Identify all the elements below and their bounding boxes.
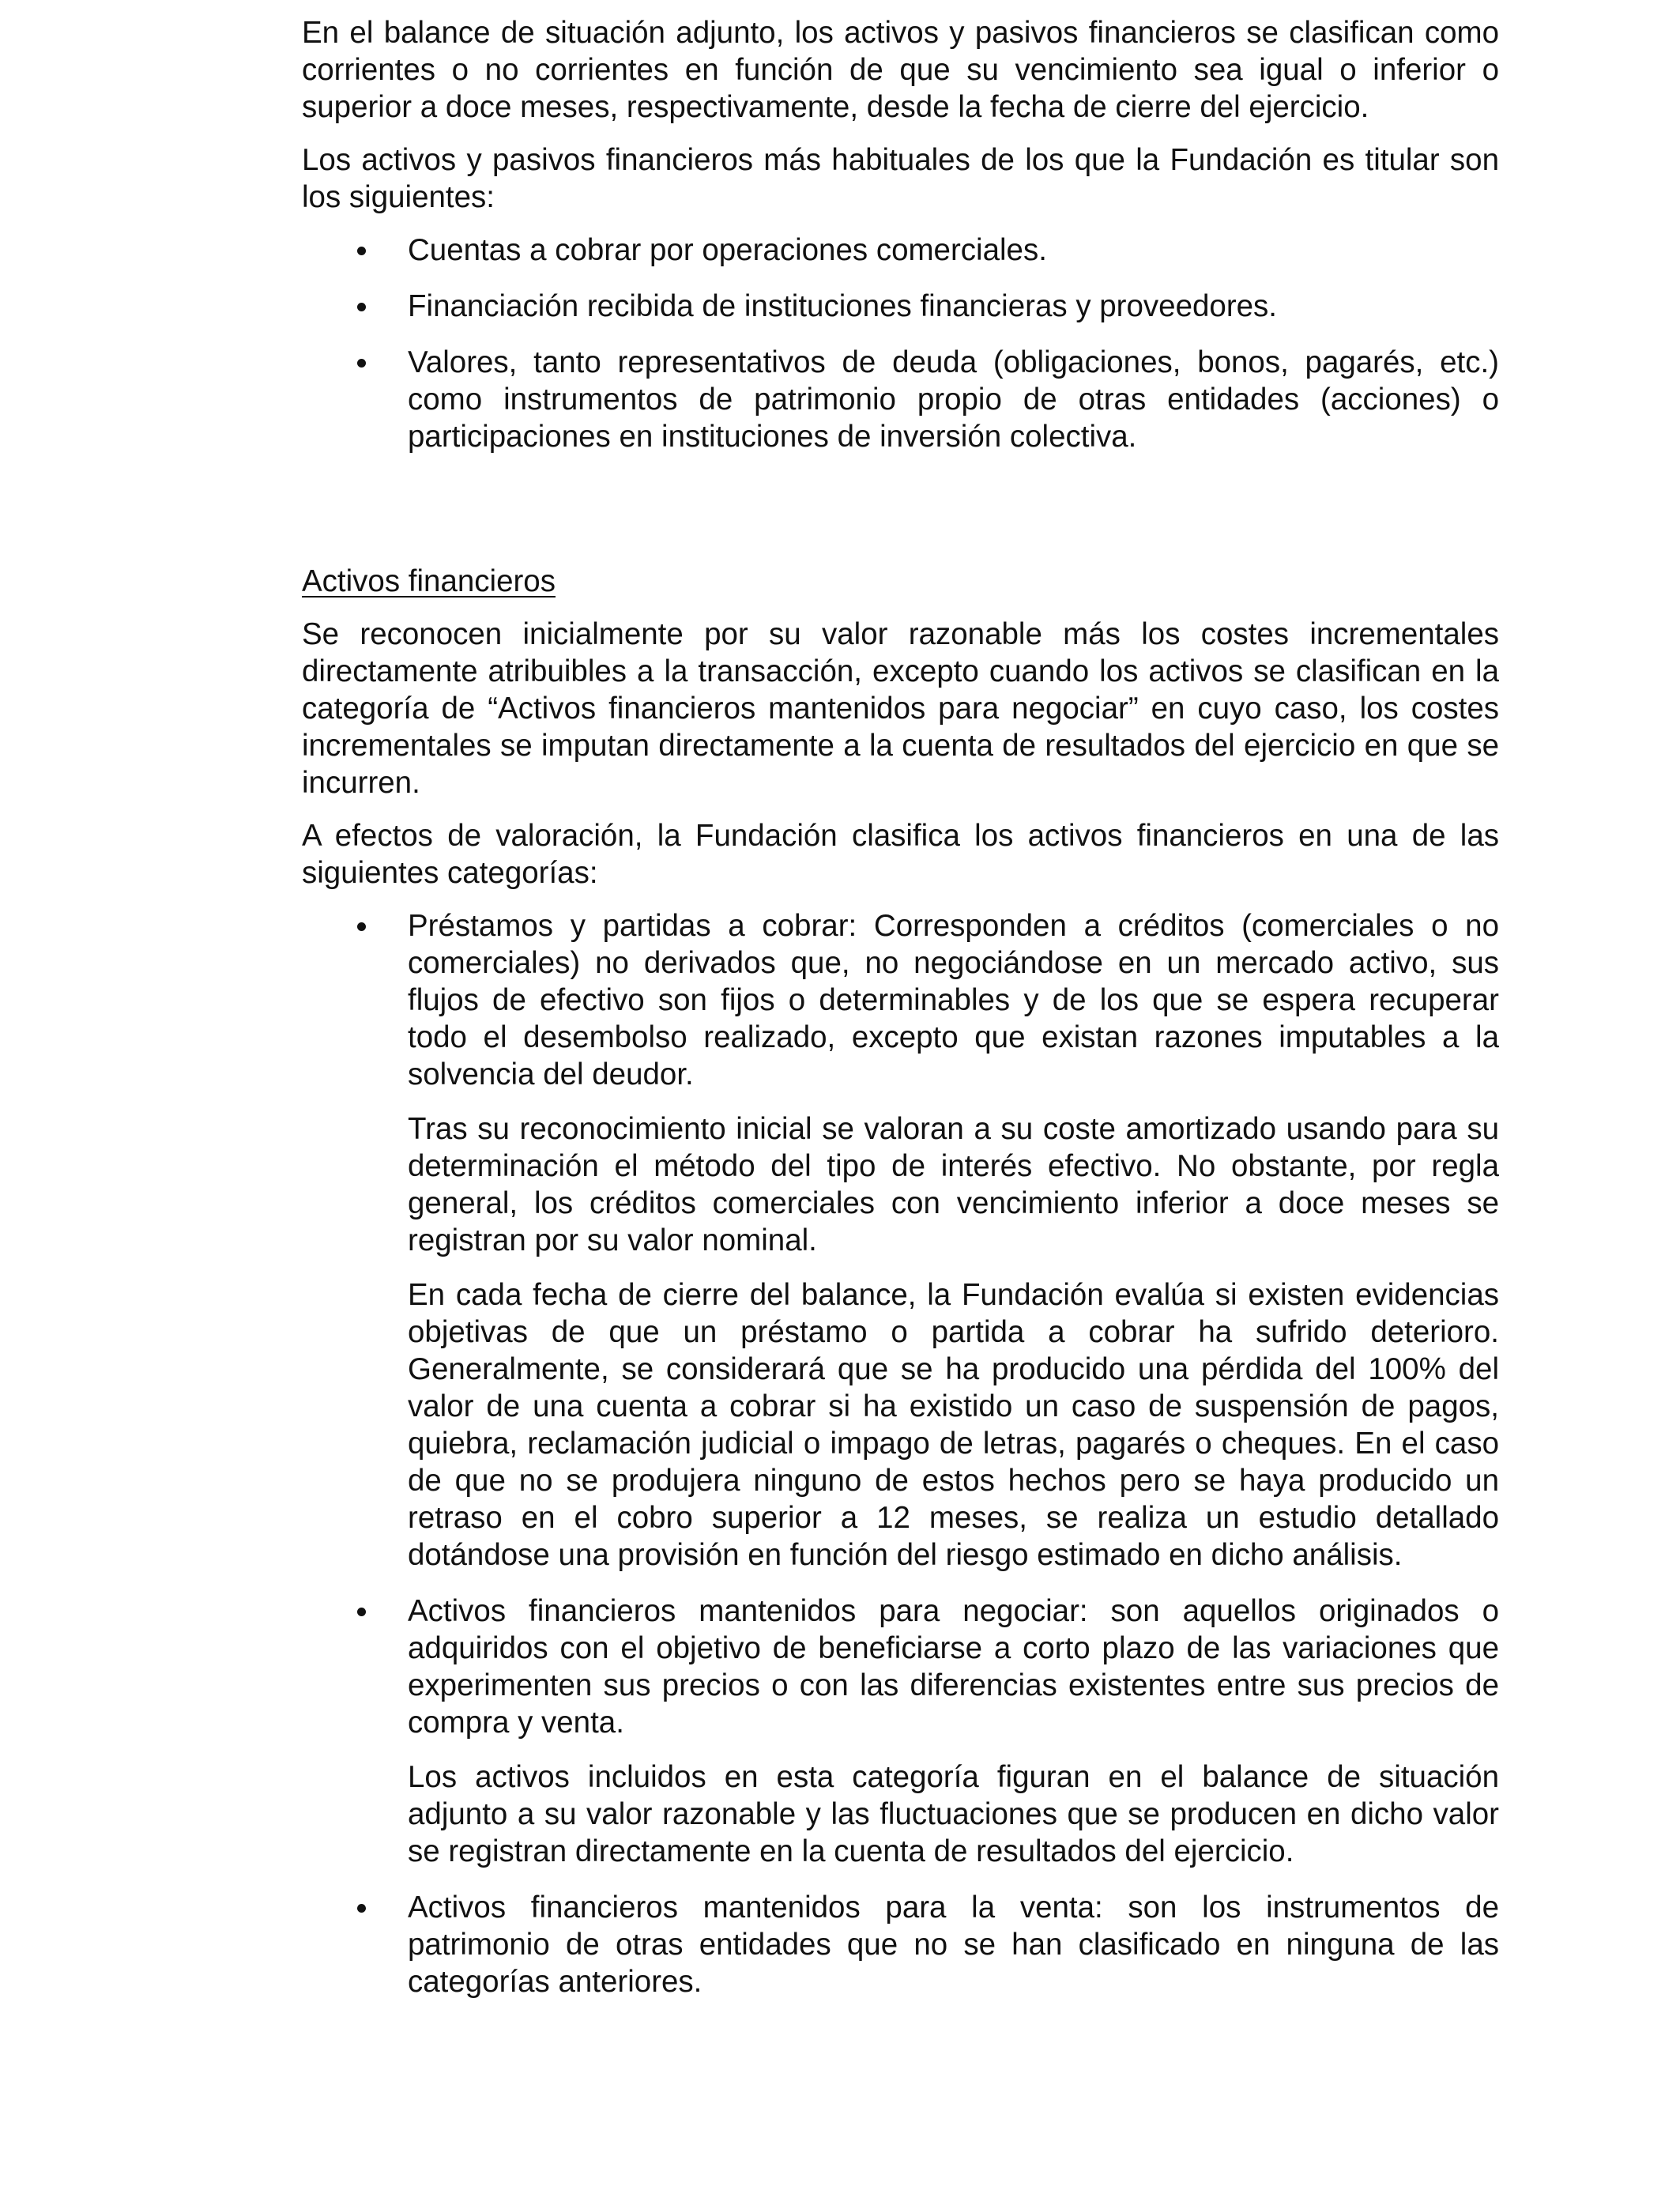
- list-item-text: Activos financieros mantenidos para negociar: son aquellos originados o adquiridos con el objetivo de beneficiarse a corto plazo de las variaciones que experimenten sus precios o con las diferencias existentes entre sus precios de compra y venta.: [408, 1594, 1499, 1740]
- bullet-icon: [357, 1608, 366, 1616]
- intro-paragraph: Los activos y pasivos financieros más habituales de los que la Fundación es titular son los siguientes:: [302, 143, 1499, 214]
- list-item-text: Valores, tanto representativos de deuda (obligaciones, bonos, pagarés, etc.) como instrumentos de patrimonio propio de otras entidades (acciones) o participaciones en instituciones de inversión colectiva.: [408, 345, 1499, 454]
- list-item: [302, 1889, 1499, 2000]
- bullet-icon: [357, 1904, 366, 1913]
- section-heading: Activos financieros: [302, 564, 556, 598]
- list-item: [302, 288, 1499, 325]
- category-list: [302, 907, 1499, 2000]
- body-paragraph: A efectos de valoración, la Fundación clasifica los activos financieros en una de las siguientes categorías:: [302, 819, 1499, 890]
- list-item-text: Préstamos y partidas a cobrar: Corresponden a créditos (comerciales o no comerciales) no derivados que, no negociándose en un mercado activo, sus flujos de efectivo son fijos o determinables y de los que se espera recuperar todo el desembolso realizado, excepto que existan razones imputables a la solvencia del deudor.: [408, 909, 1499, 1091]
- list-item: [302, 344, 1499, 455]
- intro-paragraph: En el balance de situación adjunto, los activos y pasivos financieros se clasifican como corrientes o no corrientes en función de que su vencimiento sea igual o inferior o superior a doce meses, respectivamente, desde la fecha de cierre del ejercicio.: [302, 16, 1499, 124]
- bullet-icon: [357, 247, 366, 255]
- text-column: [302, 14, 1499, 2000]
- list-item-text: Activos financieros mantenidos para la venta: son los instrumentos de patrimonio de otras entidades que no se han clasificado en ninguna de las categorías anteriores.: [408, 1891, 1499, 1999]
- bullet-icon: [357, 922, 366, 931]
- bullet-icon: [357, 303, 366, 311]
- instrument-list: [302, 232, 1499, 455]
- body-paragraph: Se reconocen inicialmente por su valor razonable más los costes incrementales directamente atribuibles a la transacción, excepto cuando los activos se clasifican en la categoría de “Activos financieros mantenidos para negociar” en cuyo caso, los costes incrementales se imputan directamente a la cuenta de resultados del ejercicio en que se incurren.: [302, 617, 1499, 800]
- list-item-text: Los activos incluidos en esta categoría figuran en el balance de situación adjunto a su valor razonable y las fluctuaciones que se producen en dicho valor se registran directamente en la cuenta de resultados del ejercicio.: [408, 1760, 1499, 1868]
- list-item: [302, 232, 1499, 269]
- list-item-text: En cada fecha de cierre del balance, la Fundación evalúa si existen evidencias objetivas de que un préstamo o partida a cobrar ha sufrido deterioro. Generalmente, se considerará que se ha producido una pérdida del 100% del valor de una cuenta a cobrar si ha existido un caso de suspensión de pagos, quiebra, reclamación judicial o impago de letras, pagarés o cheques. En el caso de que no se produjera ninguno de estos hechos pero se haya producido un retraso en el cobro superior a 12 meses, se realiza un estudio detallado dotándose una provisión en función del riesgo estimado en dicho análisis.: [408, 1278, 1499, 1572]
- list-item-text: Cuentas a cobrar por operaciones comerciales.: [408, 233, 1047, 267]
- list-item-text: Tras su reconocimiento inicial se valoran a su coste amortizado usando para su determinación el método del tipo de interés efectivo. No obstante, por regla general, los créditos comerciales con vencimiento inferior a doce meses se registran por su valor nominal.: [408, 1112, 1499, 1257]
- list-item: [302, 907, 1499, 1574]
- list-item: [302, 1593, 1499, 1870]
- bullet-icon: [357, 359, 366, 368]
- list-item-text: Financiación recibida de instituciones financieras y proveedores.: [408, 289, 1277, 323]
